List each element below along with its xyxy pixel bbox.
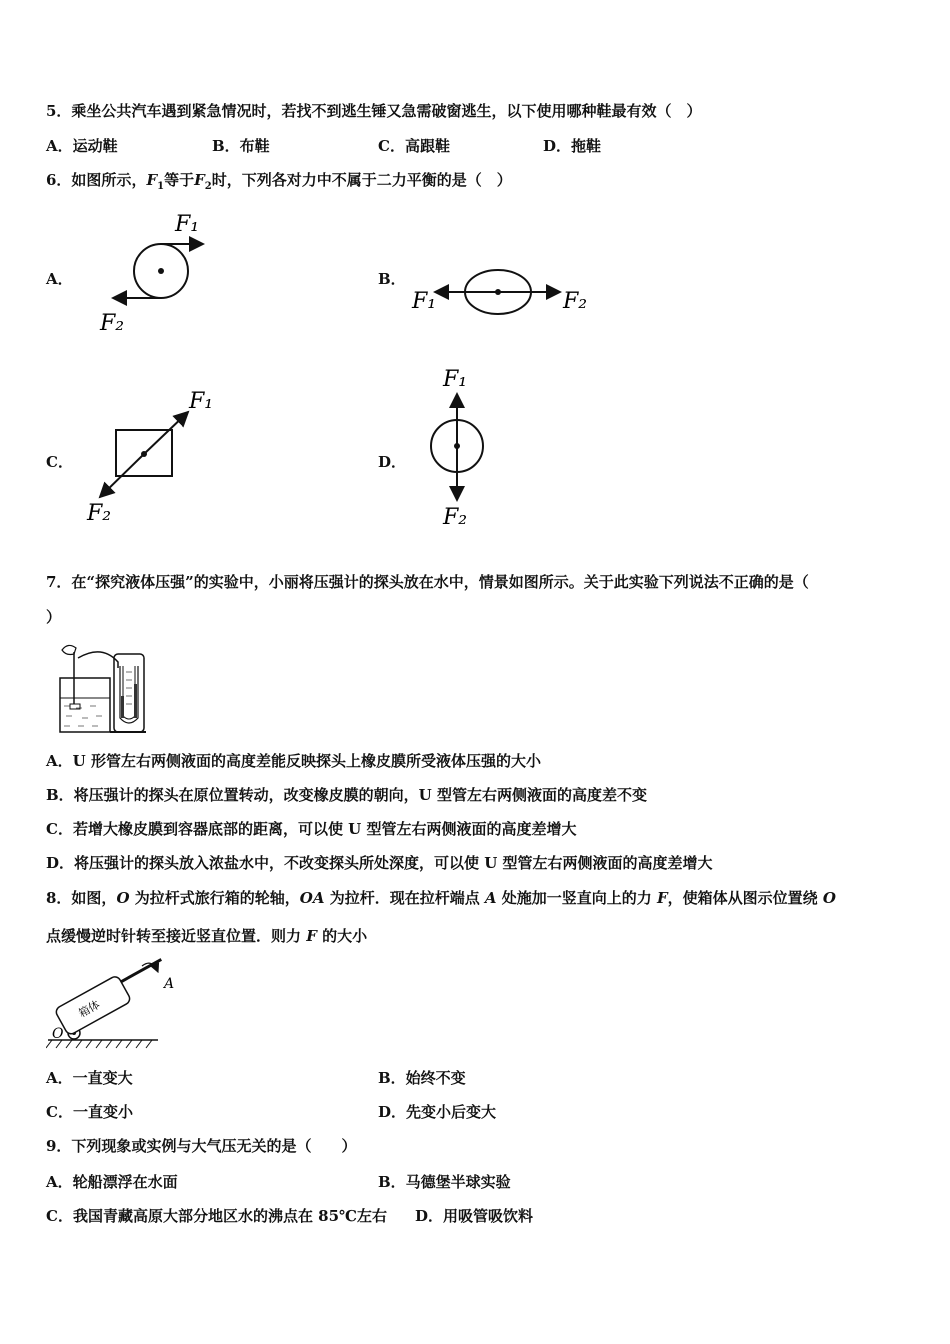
q8-option-d: D．先变小后变大 — [378, 1103, 497, 1121]
q5-option-c: C．高跟鞋 — [378, 137, 450, 155]
q6-label-b: B． — [378, 270, 406, 288]
q9-stem: 9．下列现象或实例与大气压无关的是（ ） — [46, 1137, 357, 1155]
q5-option-b: B．布鞋 — [212, 137, 270, 155]
q6-stem: 6．如图所示，$F_1$等于$F_2$时，下列各对力中不属于二力平衡的是（ ） — [46, 171, 512, 192]
point-o-label: O — [52, 1026, 64, 1042]
luggage-box-label: 箱体 — [76, 998, 103, 1021]
q8-option-c: C．一直变小 — [46, 1103, 133, 1121]
q7-stem-line1: 7．在“探究液体压强”的实验中，小丽将压强计的探头放在水中，情景如图所示。关于此实验下列说法不正确的是（ — [46, 573, 809, 591]
q8-luggage-figure — [46, 952, 181, 1052]
q8-option-a: A．一直变大 — [46, 1069, 133, 1087]
q7-pressure-gauge-figure — [52, 638, 148, 736]
q5-option-a: A．运动鞋 — [46, 137, 118, 155]
force-label-f1: F₁ — [175, 212, 200, 237]
force-label-f1: F₁ — [443, 367, 468, 392]
q6-figure-c — [85, 380, 225, 530]
q9-option-a: A．轮船漂浮在水面 — [46, 1173, 178, 1191]
q6-figure-b — [410, 260, 595, 320]
q7-option-d: D．将压强计的探头放入浓盐水中，不改变探头所处深度，可以使 U 型管左右两侧液面的高度差增大 — [46, 854, 713, 872]
q7-option-c: C．若增大橡皮膜到容器底部的距离，可以使 U 型管左右两侧液面的高度差增大 — [46, 820, 577, 838]
q8-stem-line1: 8．如图，O 为拉杆式旅行箱的轮轴，OA 为拉杆．现在拉杆端点 A 处施加一竖直向上的力 F，使箱体从图示位置绕 O — [46, 889, 836, 907]
force-label-f2: F₂ — [100, 311, 125, 336]
q7-option-b: B．将压强计的探头在原位置转动，改变橡皮膜的朝向，U 型管左右两侧液面的高度差不变 — [46, 786, 647, 804]
q6-figure-a — [95, 205, 225, 345]
q7-stem-line2: ） — [46, 608, 62, 626]
force-label-f2: F₂ — [87, 501, 112, 526]
q9-option-d: D．用吸管吸饮料 — [415, 1207, 534, 1225]
q9-option-c: C．我国青藏高原大部分地区水的沸点在 85℃左右 — [46, 1207, 388, 1225]
q8-stem-line2: 点缓慢逆时针转至接近竖直位置．则力 F 的大小 — [46, 927, 368, 945]
q6-label-a: A． — [46, 270, 73, 288]
q6-label-c: C． — [46, 453, 73, 471]
force-label-f1: F₁ — [189, 389, 214, 414]
point-a-label: A — [164, 976, 175, 992]
q6-figure-d — [425, 362, 505, 532]
q5-stem: 5．乘坐公共汽车遇到紧急情况时，若找不到逃生锤又急需破窗逃生，以下使用哪种鞋最有效（ ） — [46, 102, 702, 120]
q9-option-b: B．马德堡半球实验 — [378, 1173, 511, 1191]
force-label-f2: F₂ — [443, 505, 468, 530]
q6-label-d: D． — [378, 453, 407, 471]
q7-option-a: A．U 形管左右两侧液面的高度差能反映探头上橡皮膜所受液体压强的大小 — [46, 752, 541, 770]
q5-option-d: D．拖鞋 — [543, 137, 602, 155]
force-label-f2: F₂ — [563, 289, 588, 314]
q8-option-b: B．始终不变 — [378, 1069, 466, 1087]
force-label-f1: F₁ — [412, 289, 437, 314]
